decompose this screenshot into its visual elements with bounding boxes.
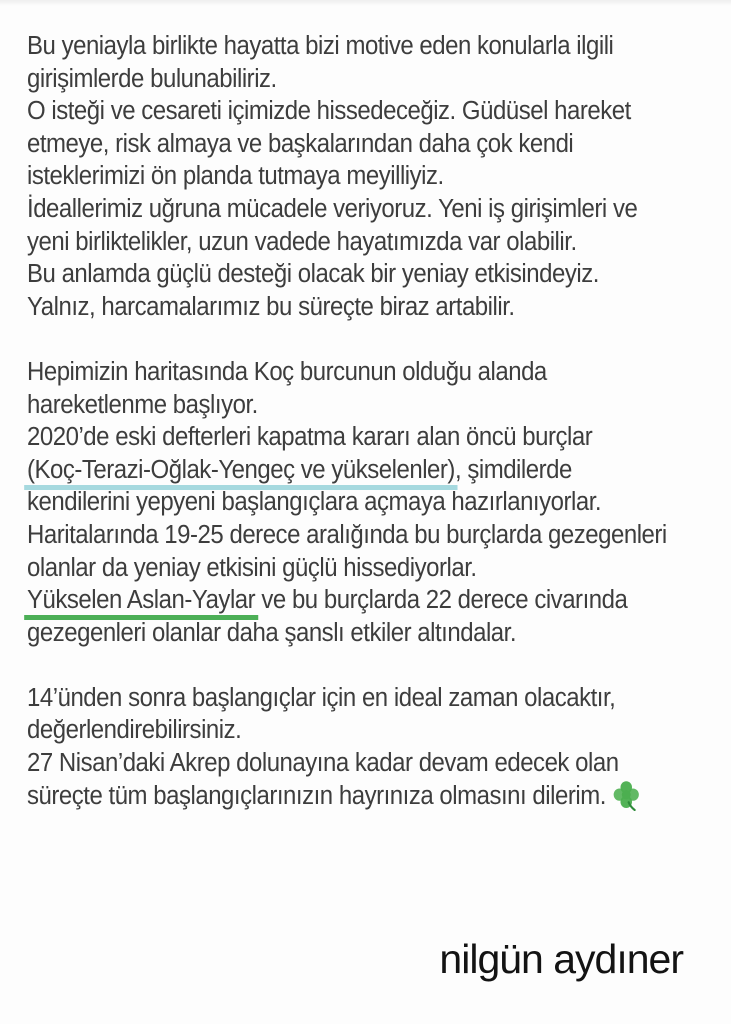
text-segment: Bu anlamda güçlü desteği olacak bir yeniay etkisindeyiz. — [27, 260, 599, 289]
text-line — [27, 128, 667, 161]
document-text — [27, 30, 667, 812]
text-segment: Haritalarında 19-25 derece aralığında bu burçlarda gezegenleri — [27, 520, 667, 549]
text-segment: O isteği ve cesareti içimizde hissedeceğiz. Güdüsel hareket — [27, 97, 631, 126]
text-line — [27, 780, 667, 813]
text-segment: gezegenleri olanlar daha şanslı etkiler altındalar. — [27, 618, 517, 647]
text-segment: etmeye, risk almaya ve başkalarından daha çok kendi — [27, 129, 574, 158]
text-segment: ve bu burçlarda 22 derece civarında — [255, 586, 628, 615]
text-segment: yeni birliktelikler, uzun vadede hayatımızda var olabilir. — [27, 227, 577, 256]
text-segment: , şimdilerde — [454, 455, 572, 484]
text-line — [27, 356, 667, 389]
text-line — [27, 30, 667, 63]
text-line — [27, 486, 667, 519]
text-segment: Hepimizin haritasında Koç burcunun olduğu alanda — [27, 357, 547, 386]
text-segment: hareketlenme başlıyor. — [27, 390, 258, 419]
text-line — [27, 258, 667, 291]
text-segment: 14’ünden sonra başlangıçlar için en ideal zaman olacaktır, — [27, 683, 616, 712]
text-line — [27, 421, 667, 454]
text-line — [27, 291, 667, 324]
text-segment: değerlendirebilirsiniz. — [27, 716, 242, 745]
text-segment: olanlar da yeniay etkisini güçlü hissediyorlar. — [27, 553, 477, 582]
text-line — [27, 454, 667, 487]
text-segment: Yalnız, harcamalarımız bu süreçte biraz artabilir. — [27, 292, 515, 321]
paragraph — [27, 356, 667, 649]
highlighted-phrase: Yükselen Aslan-Yaylar — [24, 586, 258, 620]
text-line — [27, 160, 667, 193]
author-signature: nilgün aydıner — [439, 936, 683, 982]
text-line — [27, 226, 667, 259]
clover-icon — [612, 780, 639, 811]
highlighted-phrase: (Koç-Terazi-Oğlak-Yengeç ve yükselenler) — [24, 456, 458, 490]
paragraph — [27, 682, 667, 812]
text-line — [27, 747, 667, 780]
text-line — [27, 552, 667, 585]
text-segment: 27 Nisan’daki Akrep dolunayına kadar devam edecek olan — [27, 749, 619, 778]
text-segment: Bu yeniayla birlikte hayatta bizi motive eden konularla ilgili — [27, 32, 614, 60]
text-segment: süreçte tüm başlangıçlarınızın hayrınıza olmasını dilerim. — [27, 781, 606, 810]
text-line — [27, 714, 667, 747]
text-line — [27, 63, 667, 96]
paragraph — [27, 30, 667, 323]
text-line — [27, 617, 667, 650]
text-line — [27, 584, 667, 617]
text-segment: isteklerimizi ön planda tutmaya meyilliyiz. — [27, 162, 444, 191]
text-line — [27, 193, 667, 226]
text-line — [27, 389, 667, 422]
text-segment: girişimlerde bulunabiliriz. — [27, 64, 277, 93]
text-segment: İdeallerimiz uğruna mücadele veriyoruz. Yeni iş girişimleri ve — [27, 194, 638, 223]
text-segment: kendilerini yepyeni başlangıçlara açmaya hazırlanıyorlar. — [27, 488, 602, 517]
text-line — [27, 95, 667, 128]
text-segment: 2020’de eski defterleri kapatma kararı alan öncü burçlar — [27, 423, 593, 452]
text-line — [27, 682, 667, 715]
text-line — [27, 519, 667, 552]
